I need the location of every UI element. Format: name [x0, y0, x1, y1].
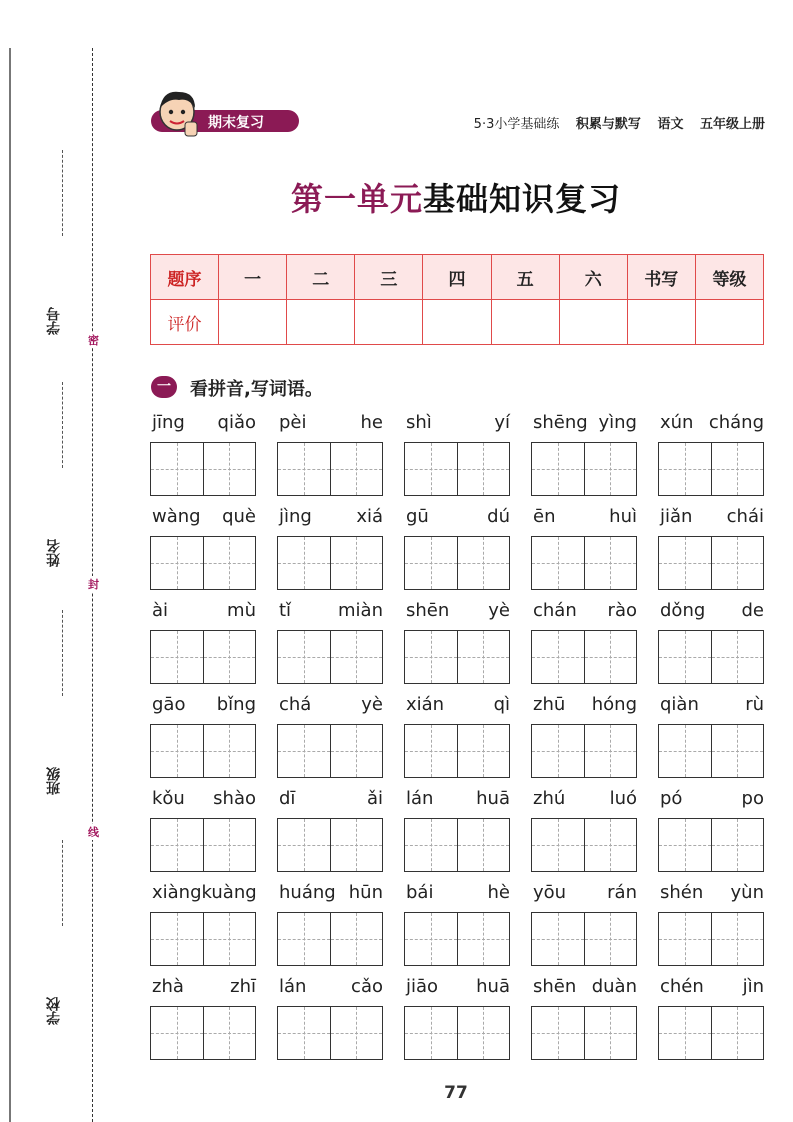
pinyin-syllable: shì	[406, 412, 432, 433]
pinyin-label	[527, 882, 643, 908]
writing-cell[interactable]	[151, 913, 203, 965]
evaluation-table	[150, 254, 764, 345]
name-line	[62, 382, 63, 468]
pinyin-label	[146, 694, 262, 720]
writing-grid	[404, 442, 510, 496]
word-item	[150, 788, 258, 873]
pinyin-syllable: huì	[609, 506, 637, 527]
pinyin-label	[146, 882, 262, 908]
writing-cell[interactable]	[203, 913, 256, 965]
writing-cell[interactable]	[203, 631, 256, 683]
pinyin-syllable: wàng	[152, 506, 201, 527]
title-unit: 第一单元	[290, 180, 423, 218]
writing-cell[interactable]	[457, 1007, 510, 1059]
pinyin-syllable: kǒu	[152, 788, 185, 809]
score-cell[interactable]	[695, 300, 763, 345]
pinyin-syllable: rán	[607, 882, 637, 903]
pinyin-label	[273, 506, 389, 532]
pinyin-label	[527, 788, 643, 814]
writing-cell[interactable]	[203, 1007, 256, 1059]
pinyin-syllable: xiá	[356, 506, 383, 527]
writing-cell[interactable]	[659, 913, 711, 965]
writing-grid	[531, 912, 637, 966]
writing-cell[interactable]	[711, 819, 764, 871]
writing-grid	[658, 724, 764, 778]
word-item	[404, 600, 512, 685]
score-cell[interactable]	[355, 300, 423, 345]
pinyin-syllable: lán	[279, 976, 307, 997]
pinyin-label	[273, 600, 389, 626]
pinyin-label	[654, 976, 770, 1002]
word-item	[150, 600, 258, 685]
pinyin-label	[654, 412, 770, 438]
word-item	[658, 600, 766, 685]
writing-cell[interactable]	[151, 443, 203, 495]
writing-cell[interactable]	[584, 913, 637, 965]
writing-grid	[150, 442, 256, 496]
writing-grid	[531, 1006, 637, 1060]
pinyin-syllable: zhà	[152, 976, 184, 997]
word-item	[531, 976, 639, 1061]
writing-cell[interactable]	[532, 631, 584, 683]
pinyin-syllable: yí	[494, 412, 510, 433]
pinyin-syllable: de	[741, 600, 764, 621]
table-header-row	[151, 255, 764, 300]
word-item	[658, 506, 766, 591]
writing-cell[interactable]	[405, 913, 457, 965]
pinyin-syllable: rù	[745, 694, 764, 715]
writing-grid	[277, 442, 383, 496]
table-header-cell: 六	[559, 255, 627, 300]
writing-cell[interactable]	[405, 1007, 457, 1059]
word-item	[277, 694, 385, 779]
grade-name: 五年级上册	[699, 117, 765, 132]
writing-cell[interactable]	[659, 537, 711, 589]
pinyin-syllable: yè	[361, 694, 383, 715]
pinyin-syllable: xún	[660, 412, 694, 433]
writing-grid	[658, 442, 764, 496]
writing-cell[interactable]	[457, 913, 510, 965]
student-id-label: 学号	[46, 307, 62, 335]
pinyin-syllable: jìng	[279, 506, 312, 527]
pinyin-syllable: yìng	[598, 412, 637, 433]
writing-grid	[150, 630, 256, 684]
pinyin-label	[273, 412, 389, 438]
writing-grid	[658, 818, 764, 872]
pinyin-syllable: hūn	[348, 882, 383, 903]
writing-grid	[531, 442, 637, 496]
writing-cell[interactable]	[457, 443, 510, 495]
pinyin-syllable: pó	[660, 788, 683, 809]
pinyin-label	[527, 694, 643, 720]
writing-cell[interactable]	[203, 819, 256, 871]
writing-cell[interactable]	[584, 1007, 637, 1059]
pinyin-syllable: dī	[279, 788, 296, 809]
writing-cell[interactable]	[659, 631, 711, 683]
writing-cell[interactable]	[532, 443, 584, 495]
word-item	[404, 694, 512, 779]
writing-cell[interactable]	[711, 913, 764, 965]
pinyin-label	[273, 788, 389, 814]
writing-cell[interactable]	[532, 537, 584, 589]
writing-cell[interactable]	[278, 631, 330, 683]
score-cell[interactable]	[219, 300, 287, 345]
pinyin-syllable: chá	[279, 694, 312, 715]
pinyin-syllable: duàn	[591, 976, 637, 997]
pinyin-label	[146, 600, 262, 626]
pinyin-syllable: què	[222, 506, 256, 527]
writing-cell[interactable]	[711, 443, 764, 495]
table-header-cell: 四	[423, 255, 491, 300]
writing-cell[interactable]	[405, 725, 457, 777]
writing-grid	[658, 1006, 764, 1060]
pinyin-syllable: cǎo	[351, 976, 383, 997]
pinyin-syllable: gū	[406, 506, 429, 527]
pinyin-syllable: shào	[213, 788, 256, 809]
writing-grid	[150, 912, 256, 966]
pinyin-syllable: shēn	[533, 976, 577, 997]
pinyin-label	[527, 600, 643, 626]
pinyin-label	[273, 694, 389, 720]
table-header-cell: 三	[355, 255, 423, 300]
writing-cell[interactable]	[151, 819, 203, 871]
pinyin-syllable: bái	[406, 882, 434, 903]
pinyin-syllable: yè	[488, 600, 510, 621]
class-line	[62, 610, 63, 696]
writing-cell[interactable]	[278, 537, 330, 589]
score-cell[interactable]	[559, 300, 627, 345]
writing-cell[interactable]	[203, 443, 256, 495]
pinyin-syllable: dǒng	[660, 600, 706, 621]
pinyin-syllable: he	[360, 412, 383, 433]
word-grid	[150, 412, 770, 1062]
pinyin-label	[273, 882, 389, 908]
pinyin-syllable: bǐng	[216, 694, 256, 715]
writing-cell[interactable]	[405, 537, 457, 589]
writing-cell[interactable]	[405, 819, 457, 871]
writing-cell[interactable]	[203, 537, 256, 589]
table-header-cell: 等级	[695, 255, 763, 300]
pinyin-label	[654, 506, 770, 532]
writing-grid	[658, 536, 764, 590]
pinyin-syllable: zhī	[230, 976, 256, 997]
writing-cell[interactable]	[330, 537, 383, 589]
writing-cell[interactable]	[457, 819, 510, 871]
page-title	[0, 174, 793, 220]
pinyin-label	[400, 694, 516, 720]
writing-cell[interactable]	[659, 819, 711, 871]
writing-grid	[404, 912, 510, 966]
pinyin-syllable: mù	[227, 600, 256, 621]
writing-grid	[658, 630, 764, 684]
pinyin-label	[146, 976, 262, 1002]
writing-grid	[404, 536, 510, 590]
word-item	[404, 788, 512, 873]
writing-cell[interactable]	[330, 913, 383, 965]
writing-cell[interactable]	[151, 1007, 203, 1059]
pinyin-syllable: miàn	[338, 600, 383, 621]
word-item	[531, 600, 639, 685]
word-item	[658, 882, 766, 967]
pinyin-syllable: xiàng	[152, 882, 202, 903]
writing-grid	[404, 818, 510, 872]
word-item	[658, 976, 766, 1061]
pinyin-syllable: huā	[476, 788, 510, 809]
seal-feng: 封	[88, 578, 99, 591]
table-header-cell: 二	[287, 255, 355, 300]
book-info	[462, 113, 765, 132]
pinyin-syllable: jīng	[152, 412, 185, 433]
pinyin-syllable: yōu	[533, 882, 567, 903]
pinyin-label	[146, 506, 262, 532]
table-header-cell: 书写	[627, 255, 695, 300]
pinyin-syllable: lán	[406, 788, 434, 809]
pinyin-label	[400, 506, 516, 532]
pinyin-syllable: chén	[660, 976, 704, 997]
pinyin-label	[146, 412, 262, 438]
pinyin-label	[654, 600, 770, 626]
writing-cell[interactable]	[532, 1007, 584, 1059]
pinyin-syllable: zhū	[533, 694, 566, 715]
pinyin-syllable: qiǎo	[217, 412, 256, 433]
pinyin-label	[654, 882, 770, 908]
word-item	[531, 882, 639, 967]
writing-cell[interactable]	[584, 725, 637, 777]
writing-cell[interactable]	[711, 537, 764, 589]
seal-mi: 密	[88, 334, 99, 347]
pinyin-syllable: yùn	[730, 882, 764, 903]
writing-cell[interactable]	[203, 725, 256, 777]
writing-grid	[150, 536, 256, 590]
writing-grid	[531, 724, 637, 778]
word-item	[404, 976, 512, 1061]
word-item	[404, 882, 512, 967]
word-item	[150, 882, 258, 967]
writing-cell[interactable]	[584, 443, 637, 495]
word-item	[531, 788, 639, 873]
writing-grid	[277, 630, 383, 684]
pinyin-label	[146, 788, 262, 814]
word-item	[150, 976, 258, 1061]
word-item	[658, 694, 766, 779]
pinyin-syllable: shēng	[533, 412, 588, 433]
writing-cell[interactable]	[278, 819, 330, 871]
pinyin-syllable: qiàn	[660, 694, 699, 715]
writing-cell[interactable]	[151, 725, 203, 777]
table-header-cell: 题序	[151, 255, 219, 300]
writing-grid	[150, 724, 256, 778]
pinyin-label	[527, 412, 643, 438]
word-item	[277, 882, 385, 967]
word-item	[404, 412, 512, 497]
pinyin-syllable: chái	[726, 506, 764, 527]
writing-cell[interactable]	[330, 631, 383, 683]
section-number: 一	[151, 376, 177, 398]
writing-grid	[531, 536, 637, 590]
word-item	[277, 412, 385, 497]
pinyin-syllable: hè	[487, 882, 510, 903]
pinyin-syllable: jìn	[742, 976, 764, 997]
writing-cell[interactable]	[532, 913, 584, 965]
subject-part: 积累与默写	[575, 117, 641, 132]
writing-cell[interactable]	[532, 725, 584, 777]
page-number: 77	[444, 1083, 468, 1103]
writing-cell[interactable]	[711, 725, 764, 777]
word-item	[658, 412, 766, 497]
pinyin-syllable: rào	[607, 600, 637, 621]
word-item	[150, 412, 258, 497]
pinyin-syllable: qì	[493, 694, 510, 715]
writing-cell[interactable]	[659, 725, 711, 777]
writing-cell[interactable]	[330, 819, 383, 871]
word-item	[150, 506, 258, 591]
writing-grid	[404, 1006, 510, 1060]
writing-cell[interactable]	[405, 443, 457, 495]
writing-cell[interactable]	[584, 631, 637, 683]
pinyin-syllable: jiǎn	[660, 506, 693, 527]
word-item	[277, 976, 385, 1061]
pinyin-syllable: huā	[476, 976, 510, 997]
writing-cell[interactable]	[151, 631, 203, 683]
pinyin-label	[400, 600, 516, 626]
score-cell[interactable]	[627, 300, 695, 345]
pinyin-label	[400, 882, 516, 908]
word-item	[531, 694, 639, 779]
table-header-cell: 一	[219, 255, 287, 300]
pinyin-syllable: chán	[533, 600, 577, 621]
seal-xian: 线	[88, 826, 99, 839]
badge-label: 期末复习	[208, 115, 264, 131]
writing-cell[interactable]	[457, 725, 510, 777]
score-cell[interactable]	[491, 300, 559, 345]
writing-cell[interactable]	[532, 819, 584, 871]
pinyin-syllable: ài	[152, 600, 169, 621]
writing-cell[interactable]	[584, 537, 637, 589]
word-item	[277, 600, 385, 685]
pinyin-label	[527, 506, 643, 532]
writing-grid	[277, 536, 383, 590]
writing-grid	[531, 630, 637, 684]
mascot-icon	[155, 86, 203, 138]
pinyin-syllable: hóng	[591, 694, 637, 715]
writing-cell[interactable]	[659, 1007, 711, 1059]
writing-cell[interactable]	[278, 913, 330, 965]
writing-grid	[277, 1006, 383, 1060]
series-name: 5·3小学基础练	[473, 117, 560, 132]
pinyin-label	[654, 788, 770, 814]
writing-grid	[150, 1006, 256, 1060]
pinyin-syllable: pèi	[279, 412, 307, 433]
pinyin-label	[654, 694, 770, 720]
table-score-row	[151, 300, 764, 345]
writing-cell[interactable]	[457, 537, 510, 589]
pinyin-syllable: shén	[660, 882, 704, 903]
pinyin-syllable: gāo	[152, 694, 186, 715]
pinyin-syllable: shēn	[406, 600, 450, 621]
writing-cell[interactable]	[278, 443, 330, 495]
pinyin-syllable: xián	[406, 694, 445, 715]
class-label: 班级	[46, 767, 62, 795]
writing-grid	[277, 724, 383, 778]
name-label: 姓名	[46, 539, 62, 567]
pinyin-syllable: cháng	[708, 412, 764, 433]
writing-grid	[277, 818, 383, 872]
pinyin-label	[527, 976, 643, 1002]
subject-name: 语文	[657, 117, 684, 132]
pinyin-label	[400, 788, 516, 814]
writing-grid	[404, 724, 510, 778]
word-item	[277, 788, 385, 873]
writing-grid	[658, 912, 764, 966]
writing-cell[interactable]	[278, 725, 330, 777]
writing-grid	[277, 912, 383, 966]
word-item	[150, 694, 258, 779]
table-row-label: 评价	[151, 300, 219, 345]
word-item	[658, 788, 766, 873]
pinyin-syllable: kuàng	[201, 882, 257, 903]
writing-cell[interactable]	[330, 443, 383, 495]
writing-grid	[404, 630, 510, 684]
word-item	[531, 412, 639, 497]
writing-cell[interactable]	[330, 1007, 383, 1059]
section-title: 看拼音,写词语。	[190, 379, 323, 400]
pinyin-label	[400, 412, 516, 438]
school-line	[62, 840, 63, 926]
writing-cell[interactable]	[584, 819, 637, 871]
school-label: 学校	[46, 997, 62, 1025]
writing-cell[interactable]	[330, 725, 383, 777]
writing-cell[interactable]	[151, 537, 203, 589]
table-header-cell: 五	[491, 255, 559, 300]
pinyin-syllable: tǐ	[279, 600, 292, 621]
word-item	[404, 506, 512, 591]
score-cell[interactable]	[423, 300, 491, 345]
writing-cell[interactable]	[711, 631, 764, 683]
pinyin-syllable: po	[741, 788, 764, 809]
score-cell[interactable]	[287, 300, 355, 345]
title-topic: 基础知识复习	[423, 180, 622, 218]
pinyin-label	[400, 976, 516, 1002]
pinyin-syllable: huáng	[279, 882, 336, 903]
writing-cell[interactable]	[278, 1007, 330, 1059]
writing-cell[interactable]	[457, 631, 510, 683]
writing-cell[interactable]	[659, 443, 711, 495]
writing-cell[interactable]	[405, 631, 457, 683]
pinyin-syllable: zhú	[533, 788, 566, 809]
writing-grid	[531, 818, 637, 872]
pinyin-syllable: ēn	[533, 506, 556, 527]
pinyin-syllable: jiāo	[406, 976, 439, 997]
word-item	[277, 506, 385, 591]
pinyin-label	[273, 976, 389, 1002]
word-item	[531, 506, 639, 591]
writing-cell[interactable]	[711, 1007, 764, 1059]
pinyin-syllable: ǎi	[366, 788, 383, 809]
writing-grid	[150, 818, 256, 872]
pinyin-syllable: luó	[609, 788, 637, 809]
pinyin-syllable: dú	[487, 506, 510, 527]
